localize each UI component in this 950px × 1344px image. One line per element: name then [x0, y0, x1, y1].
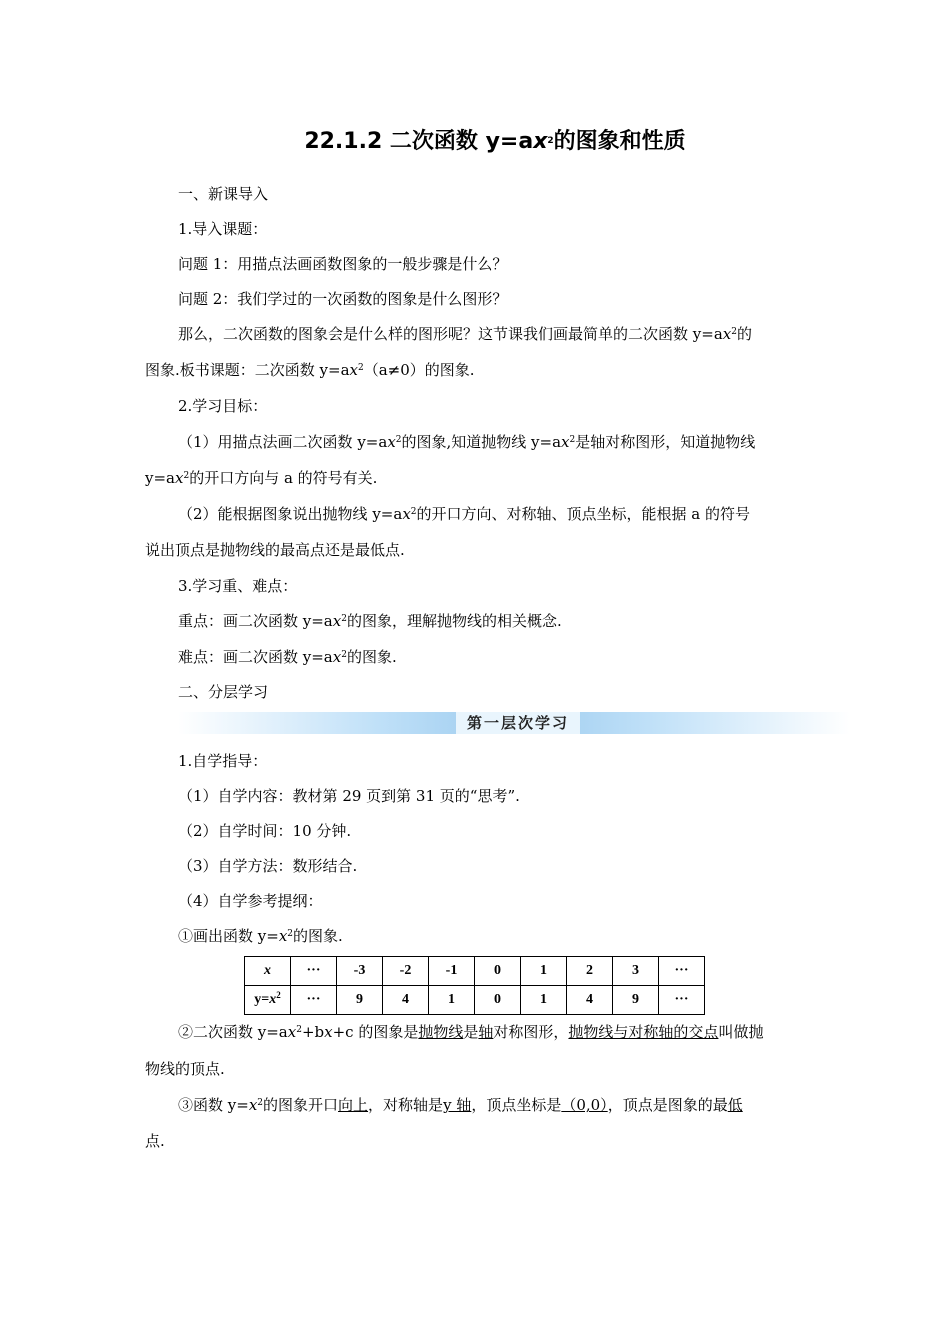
- table-cell: -3: [337, 957, 383, 986]
- table-row: [245, 957, 705, 986]
- key-point: 重点：画二次函数 $y=ax^2$的图象，理解抛物线的相关概念.: [178, 612, 562, 630]
- table-cell: ···: [659, 957, 705, 986]
- table-cell: -1: [429, 957, 475, 986]
- section-heading-study: 二、分层学习: [178, 683, 269, 701]
- question-2: 问题 2：我们学过的一次函数的图象是什么图形？: [178, 290, 508, 308]
- table-cell: ···: [659, 986, 705, 1015]
- banner-label: 第一层次学习: [456, 712, 580, 734]
- self-study-content: （1）自学内容：教材第 29 页到第 31 页的“思考”.: [178, 787, 520, 805]
- goal-1-cont: $y=ax^2$的开口方向与 a 的符号有关.: [145, 469, 378, 487]
- section-banner: [178, 712, 850, 734]
- table-cell: 1: [521, 957, 567, 986]
- subheading-key-points: 3.学习重、难点：: [178, 577, 298, 595]
- table-cell: ···: [291, 957, 337, 986]
- table-row: [245, 986, 705, 1015]
- subheading-goals: 2.学习目标：: [178, 397, 268, 415]
- task-2: ②二次函数 $y=ax^2+bx+c$ 的图象是抛物线是轴对称图形，抛物线与对称轴的交点叫做抛: [178, 1023, 764, 1041]
- self-study-method: （3）自学方法：数形结合.: [178, 857, 358, 875]
- table-cell: 9: [613, 986, 659, 1015]
- subheading-topic: 1.导入课题：: [178, 220, 268, 238]
- table-cell: 0: [475, 986, 521, 1015]
- table-cell: x: [245, 957, 291, 986]
- section-heading-intro: 一、新课导入: [178, 185, 269, 203]
- table-cell: 1: [521, 986, 567, 1015]
- table-cell: 3: [613, 957, 659, 986]
- self-study-outline: （4）自学参考提纲：: [178, 892, 323, 910]
- goal-1: （1）用描点法画二次函数 $y=ax^2$的图象,知道抛物线 $y=ax^2$是轴对称图形，知道抛物线: [178, 433, 756, 451]
- table-cell: 4: [383, 986, 429, 1015]
- table-cell: 4: [567, 986, 613, 1015]
- task-3: ③函数 $y=x^2$的图象开口向上，对称轴是y 轴，顶点坐标是（0,0），顶点是图象的最低: [178, 1096, 743, 1114]
- table-cell: 2: [567, 957, 613, 986]
- paragraph-intro-cont: 图象.板书课题：二次函数 $y=ax^2(a\ne 0)$的图象.: [145, 361, 475, 379]
- page-title: 22.1.2 二次函数 $y=ax^2$的图象和性质: [304, 129, 686, 154]
- table-cell: 9: [337, 986, 383, 1015]
- goal-2-cont: 说出顶点是抛物线的最高点还是最低点.: [145, 541, 405, 559]
- self-study-heading: 1.自学指导：: [178, 752, 268, 770]
- table-cell: -2: [383, 957, 429, 986]
- table-cell: ···: [291, 986, 337, 1015]
- self-study-time: （2）自学时间：10 分钟.: [178, 822, 352, 840]
- table-cell: $y=x^2$: [245, 986, 291, 1015]
- table-cell: 1: [429, 986, 475, 1015]
- difficulty-point: 难点：画二次函数 $y=ax^2$的图象.: [178, 648, 397, 666]
- task-1: ①画出函数 $y=x^2$的图象.: [178, 927, 343, 945]
- task-2-cont: 物线的顶点.: [145, 1060, 225, 1078]
- task-3-cont: 点.: [145, 1132, 165, 1150]
- goal-2: （2）能根据图象说出抛物线 $y=ax^2$的开口方向、对称轴、顶点坐标，能根据 a 的符号: [178, 505, 750, 523]
- question-1: 问题 1：用描点法画函数图象的一般步骤是什么？: [178, 255, 508, 273]
- value-table: [244, 956, 705, 1015]
- paragraph-intro: 那么，二次函数的图象会是什么样的图形呢？这节课我们画最简单的二次函数 $y=ax^2$的: [178, 325, 752, 343]
- table-cell: 0: [475, 957, 521, 986]
